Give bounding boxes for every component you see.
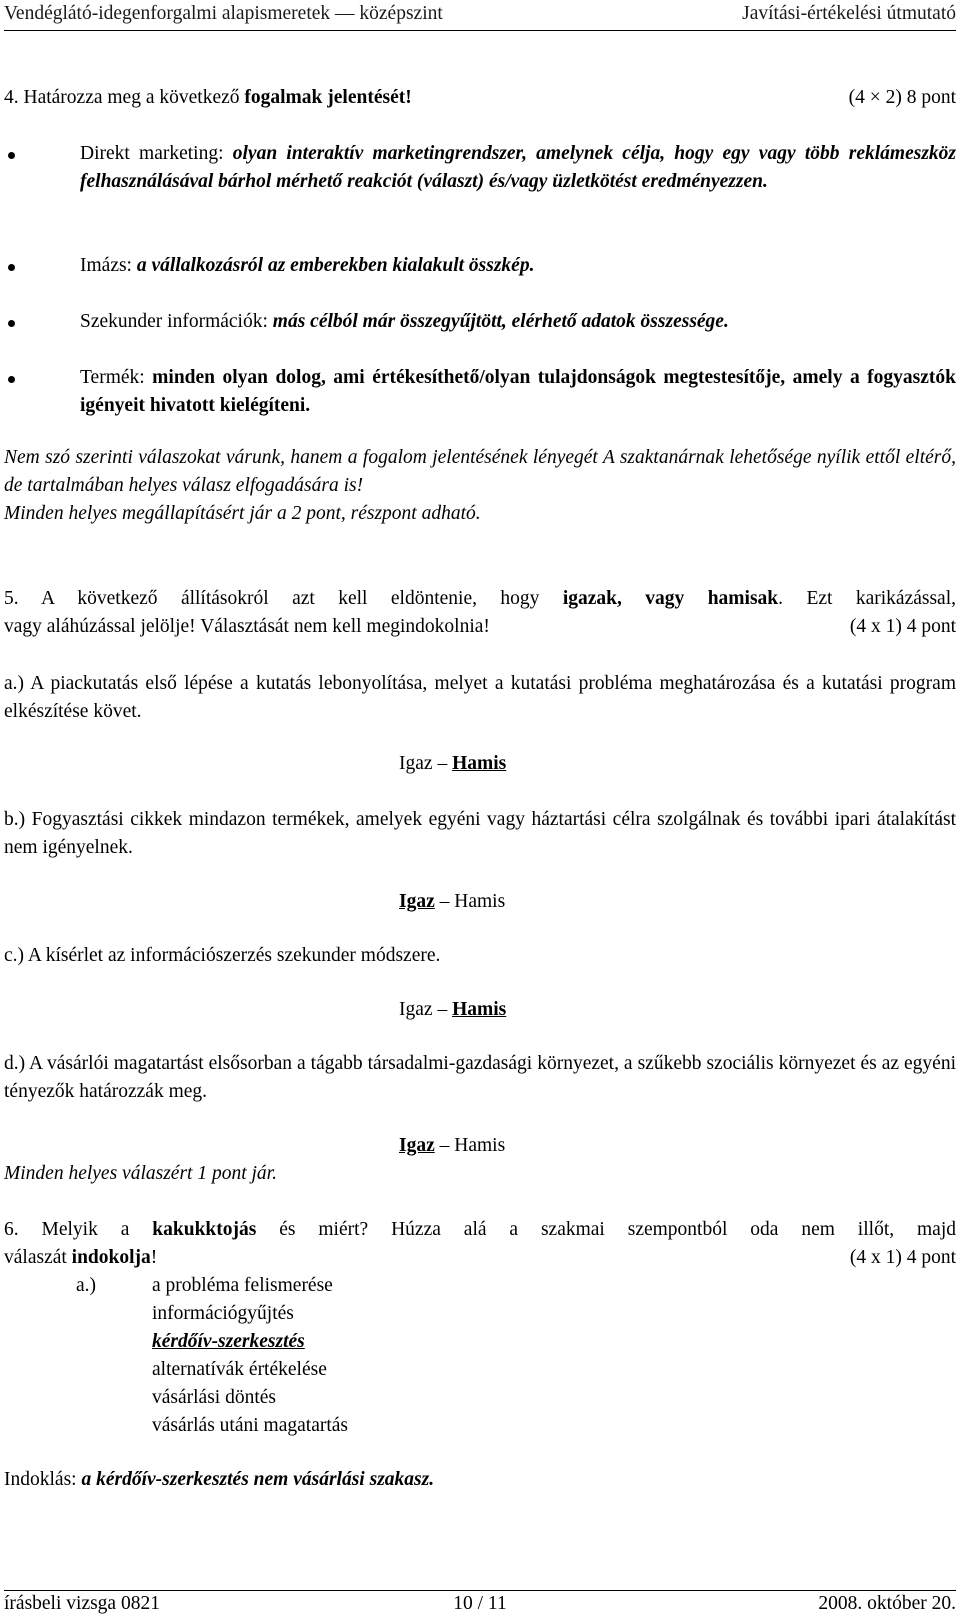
answer-hamis-selected: Hamis bbox=[452, 999, 507, 1020]
q5-answer-d: Igaz – Hamis bbox=[399, 1135, 506, 1156]
header-rule bbox=[4, 30, 956, 31]
q4-item-direct-marketing: Direkt marketing: olyan interaktív marketingrendszer, amelynek célja, hogy egy vagy több reklámeszköz felhasználásával bárhol mérhető reakciót (választ) és/vagy üzletkötést eredményezzen. bbox=[8, 140, 956, 196]
footer-date: 2008. október 20. bbox=[818, 1593, 956, 1614]
q6-option-6: vásárlás utáni magatartás bbox=[152, 1415, 348, 1436]
q4-note-answers: Nem szó szerinti válaszokat várunk, hanem a fogalom jelentésének lényegét A szaktanárnak lehetősége nyílik ettől eltérő, de tartalmában helyes válasz elfogadására is! bbox=[4, 447, 956, 496]
answer-igaz: Igaz bbox=[399, 753, 433, 774]
q6-intro-line1: 6. Melyik a kakukktojás és miért? Húzza alá a szakmai szempontból oda nem illőt, majd bbox=[4, 1219, 956, 1240]
q5-intro-line2: vagy aláhúzással jelölje! Választását nem kell megindokolnia! (4 x 1) 4 pont bbox=[4, 613, 956, 641]
answer-hamis-selected: Hamis bbox=[452, 753, 507, 774]
answer-igaz: Igaz bbox=[399, 999, 433, 1020]
q5-points: (4 x 1) 4 pont bbox=[849, 616, 956, 637]
page-footer bbox=[4, 1591, 956, 1617]
q4-item-imazs: Imázs: a vállalkozásról az emberekben kialakult összkép. bbox=[8, 252, 956, 280]
q6-option-4: alternatívák értékelése bbox=[152, 1359, 327, 1380]
q6-intro-line2: válaszát indokolja! (4 x 1) 4 pont bbox=[4, 1244, 956, 1272]
q6-reason: Indoklás: a kérdőív-szerkesztés nem vásárlási szakasz. bbox=[4, 1469, 435, 1490]
bullet-icon bbox=[8, 152, 15, 159]
bullet-icon bbox=[8, 264, 15, 271]
answer-igaz-selected: Igaz bbox=[399, 891, 435, 912]
q6-option-3-underlined: kérdőív-szerkesztés bbox=[152, 1331, 305, 1352]
answer-hamis: Hamis bbox=[454, 891, 506, 912]
q5-answer-a: Igaz – Hamis bbox=[399, 753, 507, 774]
q5-statement-c: c.) A kísérlet az információszerzés szekunder módszere. bbox=[4, 945, 441, 966]
q5-answer-b: Igaz – Hamis bbox=[399, 891, 506, 912]
q4-item-termek: Termék: minden olyan dolog, ami értékesíthető/olyan tulajdonságok megtestesítője, amely a fogyasztók igényeit hivatott kielégíteni. bbox=[8, 364, 956, 420]
answer-hamis: Hamis bbox=[454, 1135, 506, 1156]
bullet-icon bbox=[8, 376, 15, 383]
q6-option-1: a probléma felismerése bbox=[152, 1275, 333, 1296]
q4-item-szekunder: Szekunder információk: más célból már összegyűjtött, elérhető adatok összessége. bbox=[8, 308, 956, 336]
bullet-icon bbox=[8, 320, 15, 327]
q6-option-label: a.) bbox=[76, 1275, 97, 1296]
q5-answer-c: Igaz – Hamis bbox=[399, 999, 507, 1020]
q5-statement-b: b.) Fogyasztási cikkek mindazon termékek, amelyek egyéni vagy háztartási célra szolgálnak és további ipari átalakítást nem igényelnek. bbox=[4, 809, 956, 858]
answer-igaz-selected: Igaz bbox=[399, 1135, 435, 1156]
q6-option-2: információgyűjtés bbox=[152, 1303, 294, 1324]
footer-exam-code: írásbeli vizsga 0821 bbox=[4, 1593, 160, 1614]
page-header bbox=[4, 0, 956, 30]
q6-points: (4 x 1) 4 pont bbox=[849, 1247, 956, 1268]
q6-option-5: vásárlási döntés bbox=[152, 1387, 277, 1408]
q5-statement-a: a.) A piackutatás első lépése a kutatás lebonyolítása, melyet a kutatási probléma meghatározása és a kutatási program elkészítése követ. bbox=[4, 673, 956, 722]
q5-statement-d: d.) A vásárlói magatartást elsősorban a tágabb társadalmi-gazdasági környezet, a szűkebb szociális környezet és az egyéni tényezők határozzák meg. bbox=[4, 1053, 956, 1102]
q5-note-scoring: Minden helyes válaszért 1 pont jár. bbox=[4, 1163, 277, 1184]
q4-points: (4 × 2) 8 pont bbox=[848, 87, 956, 108]
q4-note-scoring: Minden helyes megállapításért jár a 2 pont, részpont adható. bbox=[4, 503, 481, 524]
header-subject: Vendéglátó-idegenforgalmi alapismeretek — középszint bbox=[4, 3, 443, 24]
q4-title: 4. Határozza meg a következő fogalmak jelentését! (4 × 2) 8 pont bbox=[4, 84, 956, 112]
header-doc-type: Javítási-értékelési útmutató bbox=[742, 3, 956, 24]
footer-page-number: 10 / 11 bbox=[453, 1593, 507, 1614]
q5-intro-line1: 5. A következő állításokról azt kell eldöntenie, hogy igazak, vagy hamisak. Ezt karikázással, bbox=[4, 588, 957, 609]
